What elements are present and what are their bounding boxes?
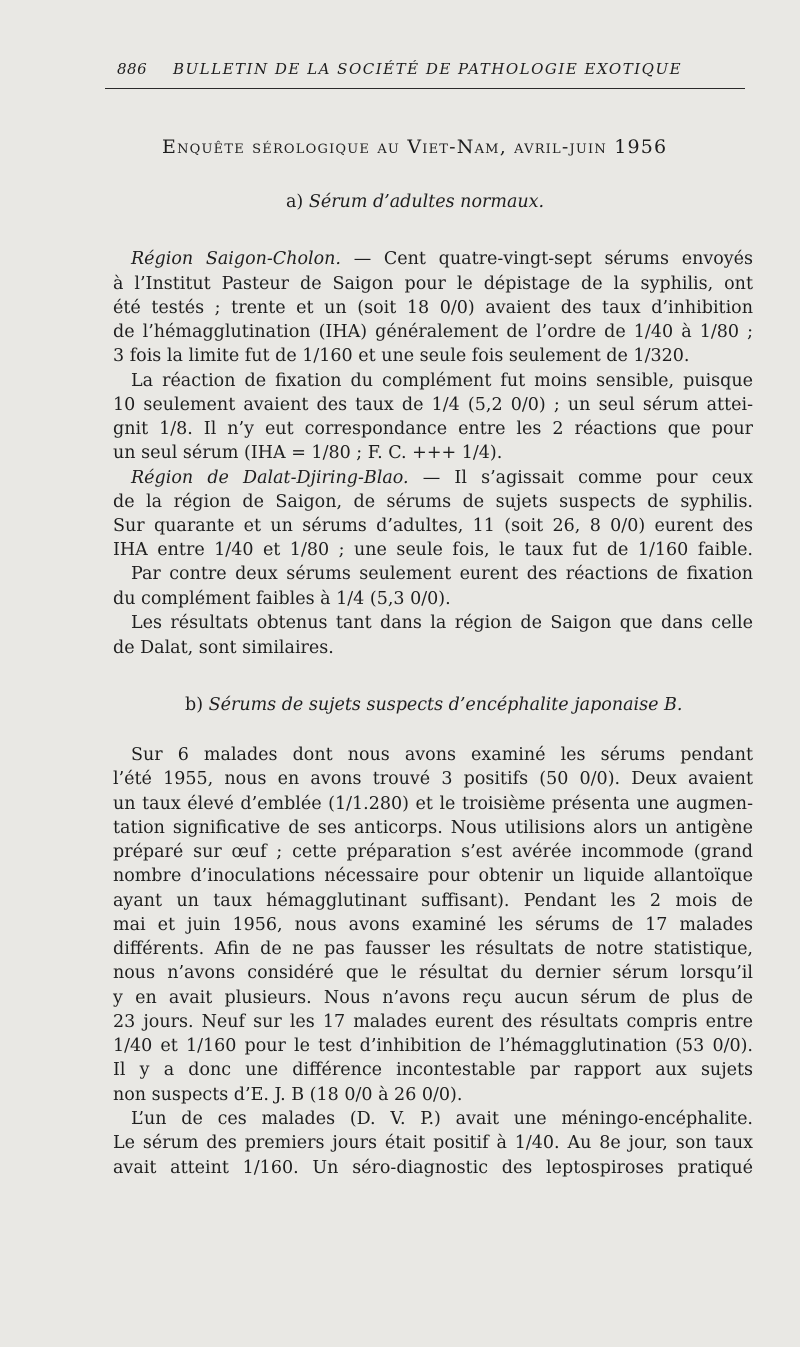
text-line bbox=[131, 369, 753, 393]
section-title: Enquête sérologique au Viet-Nam, avril-juin 1956 bbox=[162, 136, 668, 158]
text-line bbox=[113, 1034, 753, 1058]
text-line bbox=[113, 636, 753, 660]
line-text: y en avait plusieurs. Nous n’avons reçu aucun sérum de plus de bbox=[113, 988, 753, 1008]
text-line bbox=[113, 441, 753, 465]
text-line bbox=[113, 272, 753, 296]
line-text: Le sérum des premiers jours était positif à 1/40. Au 8e jour, son taux bbox=[113, 1133, 753, 1153]
subhead-a-title: Sérum d’adultes normaux. bbox=[308, 192, 545, 212]
line-text: du complément faibles à 1/4 (5,3 0/0). bbox=[113, 589, 451, 609]
line-text: de la région de Saigon, de sérums de sujets suspects de syphilis. bbox=[113, 492, 753, 512]
text-line bbox=[113, 1156, 753, 1180]
region-heading: Région Saigon-Cholon. bbox=[131, 249, 341, 269]
text-line bbox=[113, 864, 753, 888]
line-text: ayant un taux hémagglutinant suffisant). Pendant les 2 mois de bbox=[113, 891, 753, 911]
line-text: non suspects d’E. J. B (18 0/0 à 26 0/0). bbox=[113, 1085, 463, 1105]
line-text: tation significative de ses anticorps. Nous utilisions alors un antigène bbox=[113, 818, 753, 838]
line-text: 10 seulement avaient des taux de 1/4 (5,2 0/0) ; un seul sérum attei- bbox=[113, 395, 753, 415]
page-number: 886 bbox=[117, 60, 148, 78]
text-line bbox=[131, 1107, 753, 1131]
text-line bbox=[113, 1131, 753, 1155]
line-text: nombre d’inoculations nécessaire pour obtenir un liquide allantoïque bbox=[113, 866, 753, 886]
line-text: un taux élevé d’emblée (1/1.280) et le troisième présenta une augmen- bbox=[113, 794, 753, 814]
line-text: mai et juin 1956, nous avons examiné les sérums de 17 malades bbox=[113, 915, 753, 935]
line-text: à l’Institut Pasteur de Saigon pour le dépistage de la syphilis, ont bbox=[113, 274, 753, 294]
text-line bbox=[131, 743, 753, 767]
text-line bbox=[113, 792, 753, 816]
line-text: L’un de ces malades (D. V. P.) avait une méningo-encéphalite. bbox=[131, 1109, 753, 1129]
text-line bbox=[113, 514, 753, 538]
text-line bbox=[113, 538, 753, 562]
line-text: Sur quarante et un sérums d’adultes, 11 (soit 26, 8 0/0) eurent des bbox=[113, 516, 753, 536]
line-text: de l’hémagglutination (IHA) généralement de l’ordre de 1/40 à 1/80 ; bbox=[113, 322, 753, 342]
line-text: différents. Afin de ne pas fausser les résultats de notre statistique, bbox=[113, 939, 753, 959]
subhead-b-prefix: b) bbox=[185, 695, 204, 715]
text-line bbox=[113, 1010, 753, 1034]
text-line bbox=[113, 490, 753, 514]
region-heading: Région de Dalat-Djiring-Blao. bbox=[131, 468, 409, 488]
line-text: de Dalat, sont similaires. bbox=[113, 638, 334, 658]
text-line bbox=[113, 1083, 753, 1107]
text-line bbox=[113, 320, 753, 344]
text-line bbox=[113, 417, 753, 441]
text-line bbox=[113, 816, 753, 840]
line-text: Il y a donc une différence incontestable par rapport aux sujets bbox=[113, 1060, 753, 1080]
text-line bbox=[113, 587, 753, 611]
text-line bbox=[113, 913, 753, 937]
journal-title: BULLETIN DE LA SOCIÉTÉ DE PATHOLOGIE EXOTIQUE bbox=[173, 60, 683, 78]
line-text: été testés ; trente et un (soit 18 0/0) avaient des taux d’inhibition bbox=[113, 298, 753, 318]
text-line bbox=[113, 937, 753, 961]
line-text: — Il s’agissait comme pour ceux bbox=[408, 468, 753, 488]
text-line bbox=[113, 961, 753, 985]
line-text: préparé sur œuf ; cette préparation s’est avérée incommode (grand bbox=[113, 842, 753, 862]
text-line bbox=[131, 611, 753, 635]
line-text: un seul sérum (IHA = 1/80 ; F. C. +++ 1/4). bbox=[113, 443, 503, 463]
line-text: 3 fois la limite fut de 1/160 et une seule fois seulement de 1/320. bbox=[113, 346, 690, 366]
subhead-a-prefix: a) bbox=[286, 192, 304, 212]
subhead-b-title: Sérums de sujets suspects d’encéphalite japonaise B. bbox=[208, 695, 683, 715]
line-text: 23 jours. Neuf sur les 17 malades eurent des résultats compris entre bbox=[113, 1012, 753, 1032]
line-text: — Cent quatre-vingt-sept sérums envoyés bbox=[340, 249, 753, 269]
subhead-b bbox=[185, 695, 682, 715]
subhead-a bbox=[286, 192, 544, 212]
line-text: nous n’avons considéré que le résultat du dernier sérum lorsqu’il bbox=[113, 963, 753, 983]
text-line bbox=[131, 466, 753, 490]
text-line bbox=[131, 562, 753, 586]
line-text: gnit 1/8. Il n’y eut correspondance entre les 2 réactions que pour bbox=[113, 419, 753, 439]
line-text: avait atteint 1/160. Un séro-diagnostic des leptospiroses pratiqué bbox=[113, 1158, 753, 1178]
line-text: IHA entre 1/40 et 1/80 ; une seule fois, le taux fut de 1/160 faible. bbox=[113, 540, 753, 560]
text-line bbox=[113, 840, 753, 864]
text-line bbox=[113, 344, 753, 368]
text-line bbox=[113, 986, 753, 1010]
text-line bbox=[113, 393, 753, 417]
line-text: Sur 6 malades dont nous avons examiné les sérums pendant bbox=[131, 745, 753, 765]
line-text: 1/40 et 1/160 pour le test d’inhibition de l’hémagglutination (53 0/0). bbox=[113, 1036, 753, 1056]
line-text: Par contre deux sérums seulement eurent des réactions de fixation bbox=[131, 564, 753, 584]
line-text: La réaction de fixation du complément fut moins sensible, puisque bbox=[131, 371, 753, 391]
text-line bbox=[113, 296, 753, 320]
line-text: Les résultats obtenus tant dans la région de Saigon que dans celle bbox=[131, 613, 753, 633]
line-text: l’été 1955, nous en avons trouvé 3 positifs (50 0/0). Deux avaient bbox=[113, 769, 753, 789]
running-head bbox=[105, 58, 745, 89]
text-line bbox=[131, 247, 753, 271]
text-line bbox=[113, 767, 753, 791]
text-line bbox=[113, 889, 753, 913]
text-line bbox=[113, 1058, 753, 1082]
